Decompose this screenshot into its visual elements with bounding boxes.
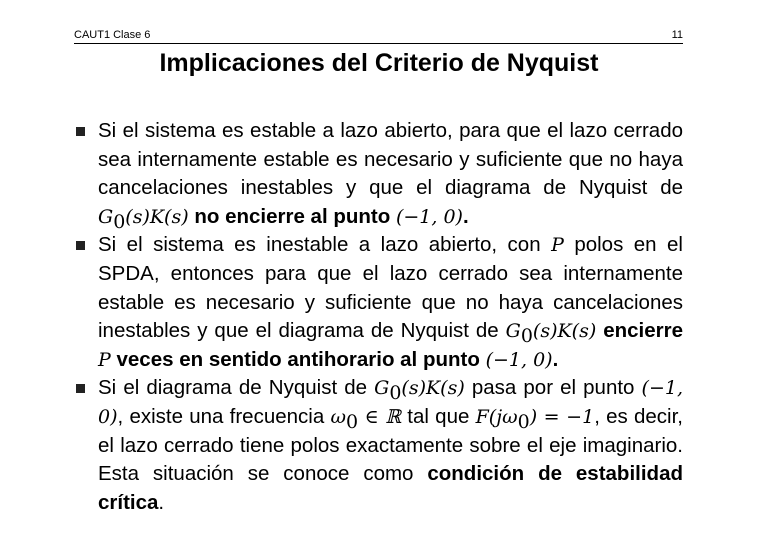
bullet-square-icon [76, 241, 85, 250]
bullet-item-3: Si el diagrama de Nyquist de $G_0(s)K(s)$ pasa por el punto (−1, 0), existe una frecuencia $\omega_0$ ∈ ℝ tal que $F(j\omega_0) = -1$, es decir, el lazo cerrado tiene polos exactamente sobre el eje imaginario. Esta situación se conoce como condición de estabilidad crítica. [76, 374, 683, 517]
slide-title: Implicaciones del Criterio de Nyquist [159, 49, 599, 77]
slide-body [76, 117, 683, 517]
course-label: CAUT1 Clase 6 [74, 29, 151, 41]
bullet-item-1: Si el sistema es estable a lazo abierto, para que el lazo cerrado sea internamente estable es necesario y suficiente que no haya cancelaciones inestables y que el diagrama de Nyquist de $G_0(s)K(s)$ no encierre al punto (−1, 0). [76, 117, 683, 231]
bullet-square-icon [76, 127, 85, 136]
slide-header [74, 29, 683, 44]
bullet-square-icon [76, 384, 85, 393]
page-number: 11 [671, 29, 683, 41]
bullet-item-2: Si el sistema es inestable a lazo abierto, con P polos en el SPDA, entonces para que el lazo cerrado sea internamente estable es necesario y suficiente que no haya cancelaciones inestables y que el diagrama de Nyquist de $G_0(s)K(s)$ encierre P veces en sentido antihorario al punto (−1, 0). [76, 231, 683, 374]
